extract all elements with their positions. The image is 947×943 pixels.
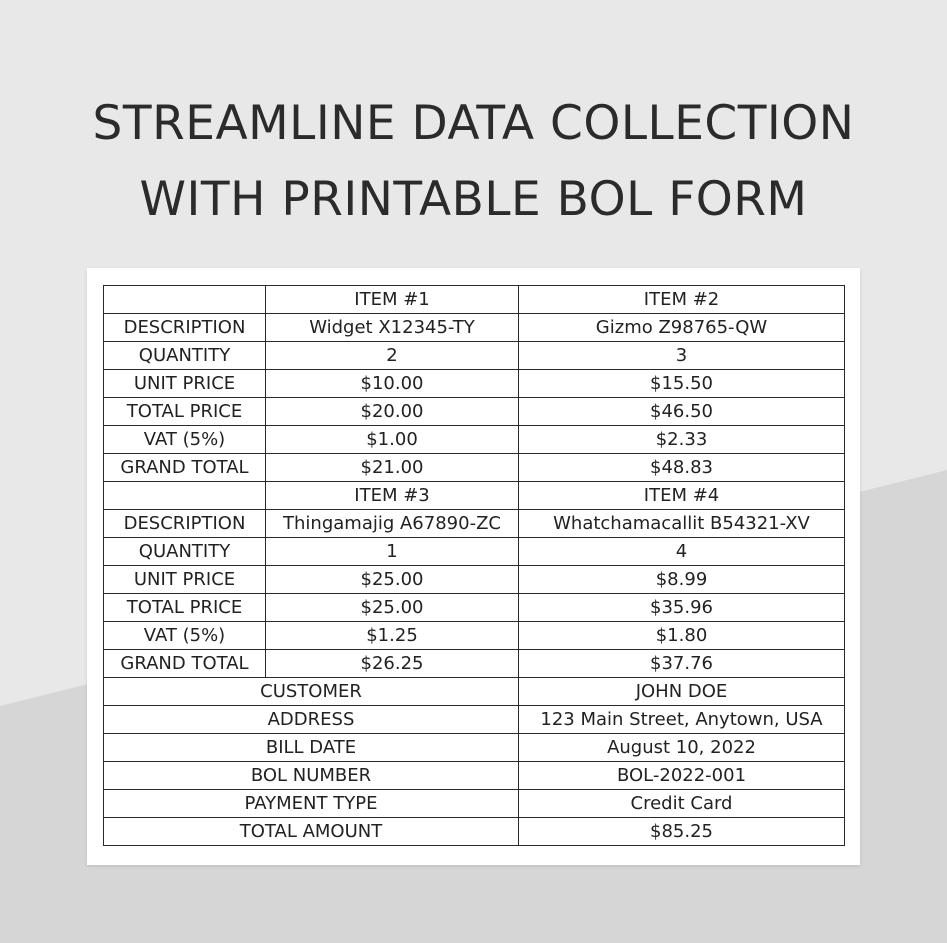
item-quantity-cell[interactable]: 3 xyxy=(519,342,845,370)
table-row xyxy=(104,370,845,398)
item-quantity-cell[interactable]: 1 xyxy=(266,538,519,566)
summary-label[interactable]: PAYMENT TYPE xyxy=(104,790,519,818)
table-row xyxy=(104,398,845,426)
table-row xyxy=(104,426,845,454)
item-header[interactable]: ITEM #2 xyxy=(519,286,845,314)
summary-value[interactable]: August 10, 2022 xyxy=(519,734,845,762)
row-label[interactable]: UNIT PRICE xyxy=(104,370,266,398)
table-row xyxy=(104,454,845,482)
item-total-price-cell[interactable]: $35.96 xyxy=(519,594,845,622)
summary-row-customer xyxy=(104,678,845,706)
item-total-price-cell[interactable]: $25.00 xyxy=(266,594,519,622)
summary-row-total-amount xyxy=(104,818,845,846)
item-unit-price-cell[interactable]: $25.00 xyxy=(266,566,519,594)
row-label[interactable]: GRAND TOTAL xyxy=(104,454,266,482)
row-label[interactable]: DESCRIPTION xyxy=(104,510,266,538)
item-description-cell[interactable]: Gizmo Z98765-QW xyxy=(519,314,845,342)
summary-value[interactable]: $85.25 xyxy=(519,818,845,846)
item-header-row xyxy=(104,286,845,314)
table-row xyxy=(104,538,845,566)
summary-row-bill-date xyxy=(104,734,845,762)
item-quantity-cell[interactable]: 4 xyxy=(519,538,845,566)
item-description-cell[interactable]: Thingamajig A67890-ZC xyxy=(266,510,519,538)
summary-value[interactable]: JOHN DOE xyxy=(519,678,845,706)
empty-cell xyxy=(104,286,266,314)
table-row xyxy=(104,566,845,594)
item-vat-cell[interactable]: $1.80 xyxy=(519,622,845,650)
bol-form-table xyxy=(103,285,845,846)
summary-label[interactable]: CUSTOMER xyxy=(104,678,519,706)
row-label[interactable]: VAT (5%) xyxy=(104,426,266,454)
item-header-row xyxy=(104,482,845,510)
empty-cell xyxy=(104,482,266,510)
row-label[interactable]: UNIT PRICE xyxy=(104,566,266,594)
summary-value[interactable]: 123 Main Street, Anytown, USA xyxy=(519,706,845,734)
item-unit-price-cell[interactable]: $10.00 xyxy=(266,370,519,398)
item-vat-cell[interactable]: $2.33 xyxy=(519,426,845,454)
table-row xyxy=(104,594,845,622)
row-label[interactable]: TOTAL PRICE xyxy=(104,594,266,622)
table-row xyxy=(104,314,845,342)
item-header[interactable]: ITEM #1 xyxy=(266,286,519,314)
item-unit-price-cell[interactable]: $8.99 xyxy=(519,566,845,594)
item-grand-total-cell[interactable]: $26.25 xyxy=(266,650,519,678)
item-grand-total-cell[interactable]: $48.83 xyxy=(519,454,845,482)
summary-value[interactable]: Credit Card xyxy=(519,790,845,818)
table-row xyxy=(104,342,845,370)
item-vat-cell[interactable]: $1.00 xyxy=(266,426,519,454)
page-title-line-2: WITH PRINTABLE BOL FORM xyxy=(139,172,808,227)
item-header[interactable]: ITEM #3 xyxy=(266,482,519,510)
row-label[interactable]: QUANTITY xyxy=(104,342,266,370)
row-label[interactable]: QUANTITY xyxy=(104,538,266,566)
summary-row-address xyxy=(104,706,845,734)
item-description-cell[interactable]: Whatchamacallit B54321-XV xyxy=(519,510,845,538)
table-row xyxy=(104,622,845,650)
item-quantity-cell[interactable]: 2 xyxy=(266,342,519,370)
row-label[interactable]: DESCRIPTION xyxy=(104,314,266,342)
item-grand-total-cell[interactable]: $21.00 xyxy=(266,454,519,482)
summary-label[interactable]: BILL DATE xyxy=(104,734,519,762)
item-description-cell[interactable]: Widget X12345-TY xyxy=(266,314,519,342)
row-label[interactable]: VAT (5%) xyxy=(104,622,266,650)
row-label[interactable]: TOTAL PRICE xyxy=(104,398,266,426)
item-unit-price-cell[interactable]: $15.50 xyxy=(519,370,845,398)
summary-label[interactable]: TOTAL AMOUNT xyxy=(104,818,519,846)
item-grand-total-cell[interactable]: $37.76 xyxy=(519,650,845,678)
bol-form-card xyxy=(87,268,860,865)
page-title-line-1: STREAMLINE DATA COLLECTION xyxy=(92,96,855,151)
summary-row-payment-type xyxy=(104,790,845,818)
row-label[interactable]: GRAND TOTAL xyxy=(104,650,266,678)
summary-row-bol-number xyxy=(104,762,845,790)
table-row xyxy=(104,510,845,538)
item-vat-cell[interactable]: $1.25 xyxy=(266,622,519,650)
table-row xyxy=(104,650,845,678)
summary-label[interactable]: ADDRESS xyxy=(104,706,519,734)
summary-label[interactable]: BOL NUMBER xyxy=(104,762,519,790)
item-total-price-cell[interactable]: $20.00 xyxy=(266,398,519,426)
item-total-price-cell[interactable]: $46.50 xyxy=(519,398,845,426)
summary-value[interactable]: BOL-2022-001 xyxy=(519,762,845,790)
item-header[interactable]: ITEM #4 xyxy=(519,482,845,510)
